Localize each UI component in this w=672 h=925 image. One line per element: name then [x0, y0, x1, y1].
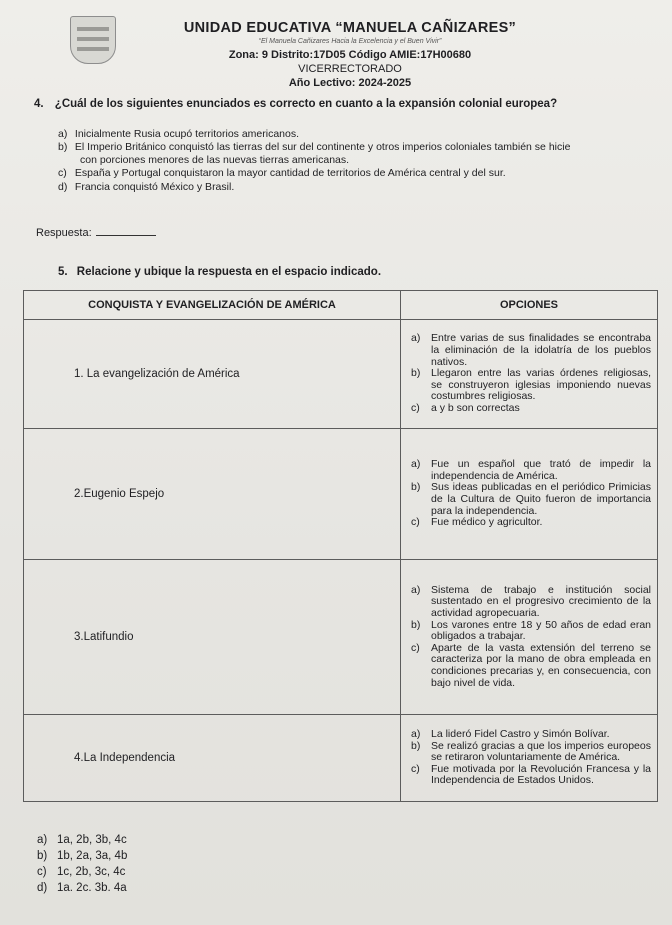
answer-choice-d[interactable]: [37, 880, 127, 896]
answer-text: 1a, 2b, 3b, 4c: [57, 834, 127, 846]
option-letter: a): [411, 728, 421, 741]
answer-letter: b): [37, 850, 48, 862]
q4-option-letter: c): [58, 167, 67, 179]
school-motto: “El Manuela Cañizares Hacia la Excelencia y el Buen Vivir”: [258, 38, 442, 45]
list-item: [407, 764, 651, 787]
topic-cell: 3.Latifundio: [24, 560, 401, 715]
question-5: [58, 266, 381, 278]
answer-text: 1a. 2c. 3b. 4a: [57, 882, 127, 894]
q4-option-text: Inicialmente Rusia ocupó territorios americanos.: [74, 128, 300, 140]
office-name: VICERRECTORADO: [298, 63, 402, 75]
answer-letter: c): [37, 866, 47, 878]
answer-blank[interactable]: [96, 225, 156, 236]
list-item: [407, 729, 651, 741]
topic-cell: 1. La evangelización de América: [24, 320, 401, 429]
options-cell: [401, 429, 658, 560]
answer-choices: [37, 832, 127, 896]
answer-label: Respuesta:: [36, 227, 92, 239]
q4-option-text: El Imperio Británico conquistó las tierras del sur del continente y otros imperios coloniales también se hicie: [74, 141, 571, 153]
topic-cell: 2.Eugenio Espejo: [24, 429, 401, 560]
list-item: [407, 333, 651, 368]
table-header-row: [24, 291, 658, 320]
options-cell: [401, 715, 658, 802]
list-item: [407, 585, 651, 620]
option-letter: b): [411, 481, 421, 494]
option-letter: c): [411, 641, 420, 654]
table-row: [24, 429, 658, 560]
option-letter: b): [411, 739, 421, 752]
options-cell: [401, 320, 658, 429]
list-item: [407, 620, 651, 643]
zone-district-code: Zona: 9 Distrito:17D05 Código AMIE:17H00680: [228, 49, 472, 61]
school-year: Año Lectivo: 2024-2025: [288, 77, 412, 89]
matching-table: [23, 290, 658, 802]
option-letter: b): [411, 618, 421, 631]
school-crest-logo: [70, 16, 116, 64]
question-4-number: 4.: [34, 98, 44, 110]
option-text: Los varones entre 18 y 50 años de edad eran obligados a trabajar.: [431, 618, 651, 643]
answer-text: 1c, 2b, 3c, 4c: [57, 866, 126, 878]
option-text: Fue médico y agricultor.: [431, 516, 543, 529]
answer-choice-b[interactable]: [37, 848, 127, 864]
school-name: UNIDAD EDUCATIVA “MANUELA CAÑIZARES”: [183, 20, 517, 36]
answer-text: 1b, 2a, 3a, 4b: [57, 850, 128, 862]
answer-letter: d): [37, 882, 48, 894]
option-text: Sistema de trabajo e institución social sustentado en el progresivo crecimiento de la actividad agropecuaria.: [431, 583, 651, 620]
table-row: [24, 715, 658, 802]
option-text: Fue motivada por la Revolución Francesa y la Independencia de Estados Unidos.: [431, 762, 651, 787]
option-letter: b): [411, 367, 421, 380]
list-item: [407, 643, 651, 689]
answer-field: [36, 225, 156, 239]
list-item: [407, 368, 651, 403]
q4-option-a: [58, 128, 299, 140]
option-text: Llegaron entre las varias órdenes religiosas, se construyeron iglesias imponiendo nuevas costumbres religiosas.: [431, 367, 651, 403]
q4-option-c: [58, 167, 506, 179]
list-item: [407, 459, 651, 482]
option-text: Aparte de la vasta extensión del terreno se caracteriza por la mano de obra empleada en condiciones precarias y, en consecuencia, con bajo nivel de vida.: [431, 641, 651, 689]
question-5-text: Relacione y ubique la respuesta en el espacio indicado.: [76, 266, 382, 278]
option-letter: a): [411, 332, 421, 345]
list-item: [407, 403, 651, 415]
options-cell: [401, 560, 658, 715]
option-text: Fue un español que trató de impedir la independencia de América.: [431, 458, 651, 482]
topic-cell: 4.La Independencia: [24, 715, 401, 802]
option-letter: a): [411, 458, 421, 471]
q4-option-letter: a): [58, 128, 68, 140]
list-item: [407, 482, 651, 517]
column-header-options: OPCIONES: [401, 291, 658, 320]
table-row: [24, 560, 658, 715]
question-4-text: ¿Cuál de los siguientes enunciados es correcto en cuanto a la expansión colonial europea?: [54, 98, 558, 110]
q4-option-text: España y Portugal conquistaron la mayor cantidad de territorios de América central y del sur.: [74, 167, 506, 179]
question-4: [34, 98, 557, 110]
option-text: La lideró Fidel Castro y Simón Bolívar.: [431, 728, 610, 741]
answer-choice-c[interactable]: [37, 864, 127, 880]
list-item: [407, 741, 651, 764]
q4-option-letter: b): [58, 141, 68, 153]
option-text: Entre varias de sus finalidades se encontraba la eliminación de la idolatría de los pueblos nativos.: [431, 332, 651, 368]
option-text: a y b son correctas: [431, 401, 520, 414]
q4-option-b: [58, 141, 570, 153]
option-letter: c): [411, 516, 420, 529]
q4-option-b-cont: con porciones menores de las nuevas tierras americanas.: [80, 154, 350, 166]
option-letter: a): [411, 583, 421, 596]
option-letter: c): [411, 401, 420, 414]
list-item: [407, 517, 651, 529]
answer-choice-a[interactable]: [37, 832, 127, 848]
option-text: Sus ideas publicadas en el periódico Primicias de la Cultura de Quito fueron de importancia para la independencia.: [431, 481, 651, 517]
question-5-number: 5.: [58, 266, 68, 278]
column-header-topic: CONQUISTA Y EVANGELIZACIÓN DE AMÉRICA: [24, 291, 401, 320]
answer-letter: a): [37, 834, 48, 846]
table-row: [24, 320, 658, 429]
option-text: Se realizó gracias a que los imperios europeos se retiraron voluntariamente de América.: [431, 739, 651, 764]
q4-option-d: [58, 181, 234, 193]
q4-option-text: Francia conquistó México y Brasil.: [74, 181, 235, 193]
q4-option-letter: d): [58, 181, 68, 193]
option-letter: c): [411, 762, 420, 775]
